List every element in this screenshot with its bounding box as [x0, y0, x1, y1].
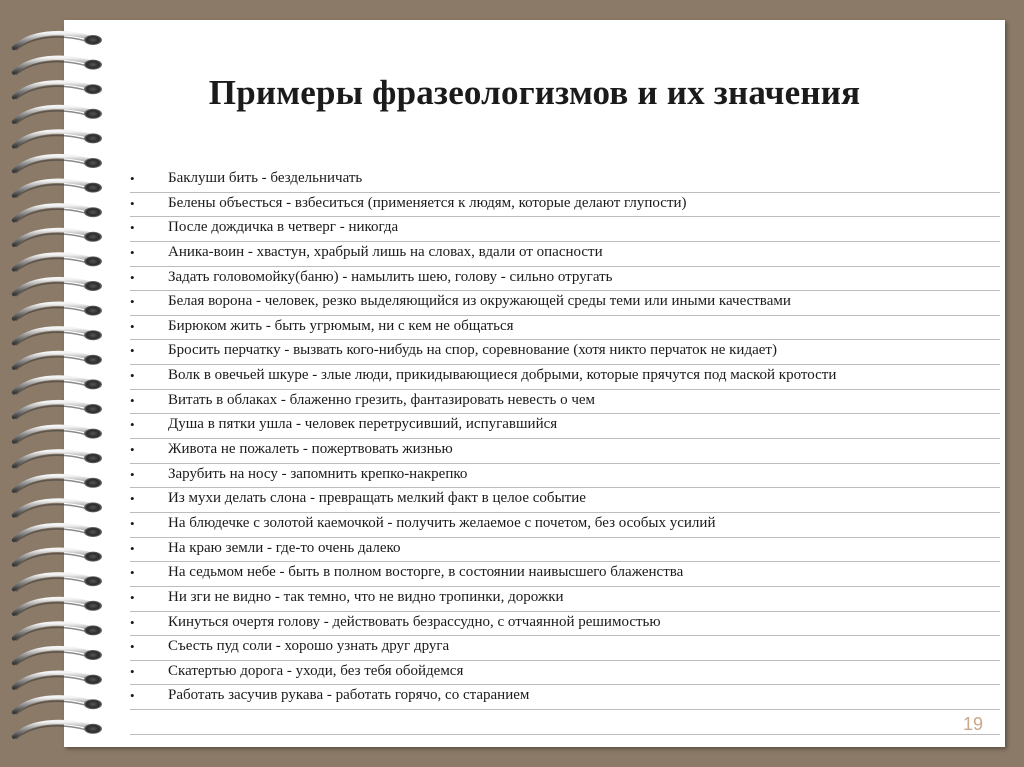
- spiral-ring-icon: [14, 525, 102, 542]
- phrase-text: Бирюком жить - быть угрюмым, ни с кем не общаться: [168, 317, 514, 334]
- spiral-ring-icon: [14, 82, 102, 99]
- list-item: [130, 242, 1000, 267]
- spiral-ring-icon: [14, 255, 102, 272]
- phrase-text: Белая ворона - человек, резко выделяющийся из окружающей среды теми или иными качествами: [168, 293, 791, 310]
- bullet-icon: •: [130, 171, 135, 186]
- list-item: [130, 464, 1000, 489]
- bullet-icon: •: [130, 614, 135, 630]
- spiral-ring-icon: [14, 205, 102, 222]
- bullet-icon: •: [130, 589, 135, 605]
- phrase-text: На блюдечке с золотой каемочкой - получить желаемое с почетом, без особых усилий: [168, 514, 716, 531]
- phrase-text: Скатертью дорога - уходи, без тебя обойдемся: [168, 662, 464, 679]
- phrase-text: После дождичка в четверг - никогда: [168, 219, 399, 236]
- spiral-ring-icon: [14, 181, 102, 198]
- spiral-ring-icon: [14, 33, 102, 50]
- phrase-text: Волк в овечьей шкуре - злые люди, прикидывающиеся добрыми, которые прячутся под маской кротости: [168, 367, 837, 384]
- phrase-text: Баклуши бить - бездельничать: [168, 170, 363, 186]
- bullet-icon: •: [130, 540, 135, 556]
- phrase-text: Ни зги не видно - так темно, что не видно тропинки, дорожки: [168, 588, 564, 605]
- list-item: [130, 414, 1000, 439]
- list-item: [130, 439, 1000, 464]
- spiral-ring-icon: [14, 427, 102, 444]
- bullet-icon: •: [130, 417, 135, 433]
- bullet-icon: •: [130, 195, 135, 211]
- phrase-text: На седьмом небе - быть в полном восторге, в состоянии наивысшего блаженства: [168, 564, 684, 581]
- spiral-ring-icon: [14, 107, 102, 124]
- list-item: [130, 217, 1000, 242]
- ruled-line: [130, 734, 1000, 735]
- phrase-text: Душа в пятки ушла - человек перетрусивший, испугавшийся: [168, 416, 558, 433]
- spiral-ring-icon: [14, 378, 102, 395]
- bullet-icon: •: [130, 220, 135, 236]
- bullet-icon: •: [130, 688, 135, 704]
- spiral-binding: [0, 0, 110, 767]
- spiral-ring-icon: [14, 550, 102, 567]
- list-item: [130, 661, 1000, 686]
- slide-title: Примеры фразеологизмов и их значения: [208, 73, 861, 112]
- bullet-icon: •: [130, 318, 135, 334]
- spiral-ring-icon: [14, 402, 102, 419]
- list-item: [130, 291, 1000, 316]
- bullet-icon: •: [130, 392, 135, 408]
- list-item: [130, 612, 1000, 637]
- spiral-ring-icon: [14, 304, 102, 321]
- list-item: [130, 340, 1000, 365]
- spiral-ring-icon: [14, 279, 102, 296]
- bullet-icon: •: [130, 244, 135, 260]
- spiral-ring-icon: [14, 722, 102, 739]
- phrase-text: Живота не пожалеть - пожертвовать жизнью: [168, 441, 453, 458]
- phrase-text: Бросить перчатку - вызвать кого-нибудь на спор, соревнование (хотя никто перчаток не кидает): [168, 342, 777, 359]
- spiral-ring-icon: [14, 599, 102, 616]
- list-item: [130, 488, 1000, 513]
- phrase-text: Белены объесться - взбеситься (применяется к людям, которые делают глупости): [168, 194, 687, 211]
- spiral-ring-icon: [14, 353, 102, 370]
- list-item: [130, 636, 1000, 661]
- bullet-icon: •: [130, 269, 135, 285]
- list-item: [130, 562, 1000, 587]
- phrase-text: Зарубить на носу - запомнить крепко-накрепко: [168, 465, 468, 482]
- spiral-ring-icon: [14, 58, 102, 75]
- spiral-ring-icon: [14, 624, 102, 641]
- bullet-icon: •: [130, 663, 135, 679]
- bullet-icon: •: [130, 294, 135, 310]
- phrase-text: Работать засучив рукава - работать горячо, со старанием: [168, 687, 530, 704]
- list-item: [130, 316, 1000, 341]
- spiral-ring-icon: [14, 328, 102, 345]
- phrase-text: Задать головомойку(баню) - намылить шею, голову - сильно отругать: [168, 268, 613, 285]
- list-item: [130, 267, 1000, 292]
- phrase-text: Кинуться очертя голову - действовать безрассудно, с отчаянной решимостью: [168, 613, 661, 630]
- phrase-text: Витать в облаках - блаженно грезить, фантазировать невесть о чем: [168, 391, 596, 408]
- bullet-icon: •: [130, 515, 135, 531]
- bullet-icon: •: [130, 466, 135, 482]
- spiral-ring-icon: [14, 574, 102, 591]
- spiral-ring-icon: [14, 156, 102, 173]
- spiral-ring-icon: [14, 501, 102, 518]
- phrase-text: Аника-воин - хвастун, храбрый лишь на словах, вдали от опасности: [168, 243, 603, 260]
- phrase-text: На краю земли - где-то очень далеко: [168, 539, 401, 556]
- list-item: [130, 193, 1000, 218]
- phrase-text: Из мухи делать слона - превращать мелкий факт в целое событие: [168, 490, 586, 507]
- spiral-ring-icon: [14, 648, 102, 665]
- list-item: [130, 168, 1000, 193]
- bullet-icon: •: [130, 343, 135, 359]
- spiral-ring-icon: [14, 476, 102, 493]
- spiral-ring-icon: [14, 132, 102, 149]
- page-number: 19: [962, 714, 983, 734]
- list-item: [130, 513, 1000, 538]
- bullet-icon: •: [130, 368, 135, 384]
- bullet-icon: •: [130, 639, 135, 655]
- spiral-ring-icon: [14, 697, 102, 714]
- bullet-icon: •: [130, 442, 135, 458]
- spiral-ring-icon: [14, 451, 102, 468]
- list-item: [130, 365, 1000, 390]
- phraseology-list: [130, 168, 1000, 710]
- spiral-ring-icon: [14, 673, 102, 690]
- phrase-text: Съесть пуд соли - хорошо узнать друг друга: [168, 638, 450, 655]
- bullet-icon: •: [130, 565, 135, 581]
- notebook-page: [64, 20, 1005, 747]
- spiral-ring-icon: [14, 230, 102, 247]
- list-item: [130, 538, 1000, 563]
- list-item: [130, 587, 1000, 612]
- bullet-icon: •: [130, 491, 135, 507]
- list-item: [130, 390, 1000, 415]
- list-item: [130, 685, 1000, 710]
